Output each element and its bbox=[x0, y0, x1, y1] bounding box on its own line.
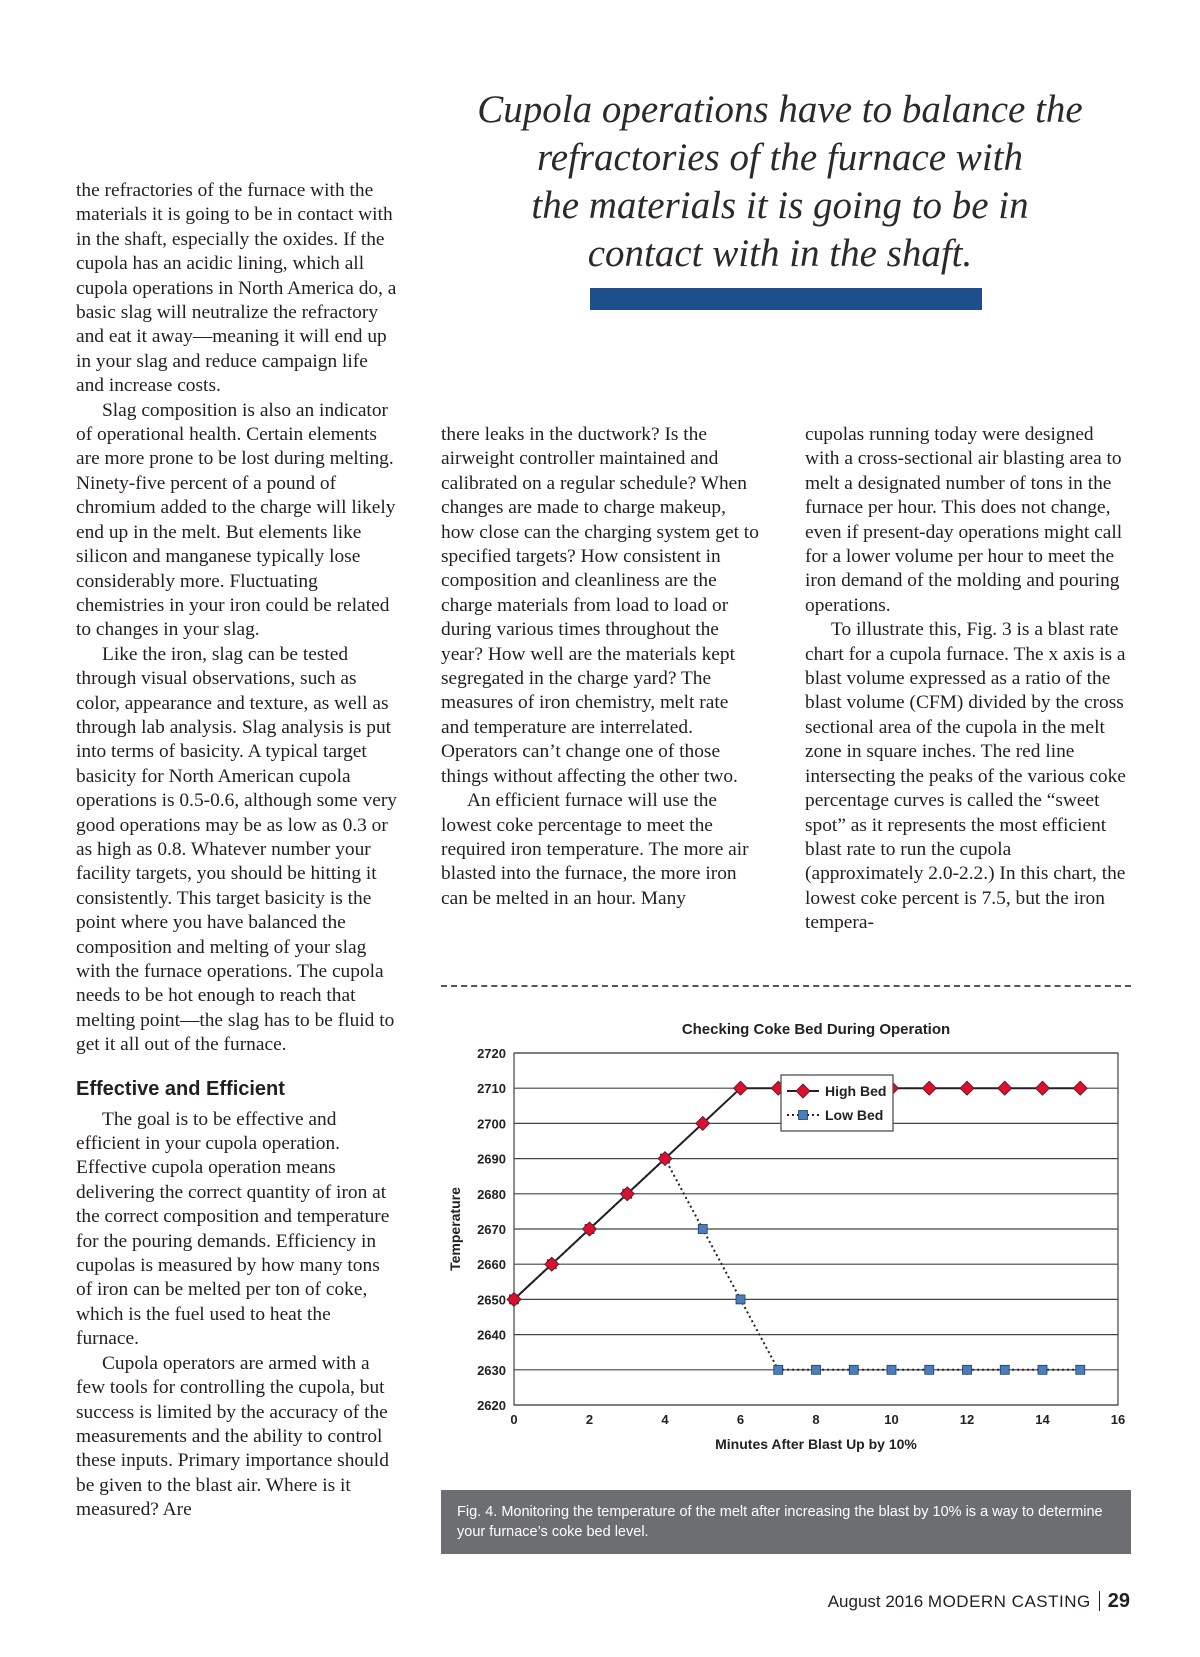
article-column-3 bbox=[805, 423, 1131, 936]
x-tick-label: 0 bbox=[510, 1412, 518, 1427]
data-point-low-bed bbox=[698, 1225, 707, 1234]
legend-label: High Bed bbox=[825, 1083, 887, 1099]
pull-quote bbox=[470, 86, 1090, 278]
y-tick-label: 2680 bbox=[477, 1186, 506, 1202]
article-column-2 bbox=[441, 423, 761, 911]
data-point-low-bed bbox=[799, 1111, 808, 1120]
y-tick-label: 2640 bbox=[477, 1327, 506, 1343]
y-tick-label: 2700 bbox=[477, 1116, 506, 1132]
y-tick-label: 2660 bbox=[477, 1257, 506, 1273]
data-point-high-bed bbox=[1036, 1081, 1050, 1095]
article-column-1 bbox=[76, 179, 398, 1523]
x-tick-label: 12 bbox=[959, 1412, 975, 1427]
chart-title: Checking Coke Bed During Operation bbox=[681, 1021, 951, 1038]
data-point-low-bed bbox=[1000, 1365, 1009, 1374]
footer-date: August 2016 bbox=[827, 1592, 924, 1611]
pull-quote-line: contact with in the shaft. bbox=[587, 232, 973, 275]
paragraph: The goal is to be effective and efficient in your cupola operation. Effective cupola operation means delivering the correct quantity of iron at the correct composition and temperature for the pouring demands. Efficiency in cupolas is measured by how many tons of iron can be melted per ton of coke, which is the fuel used to heat the furnace. bbox=[76, 1108, 390, 1350]
data-point-high-bed bbox=[1073, 1081, 1087, 1095]
data-point-low-bed bbox=[812, 1365, 821, 1374]
paragraph: the refractories of the furnace with the materials it is going to be in contact with in the shaft, especially the oxides. If the cupola has an acidic lining, which all cupola operations in North America do, a basic slag will neutralize the refractory and eat it away—meaning it will end up in your slag and reduce campaign life and increase costs. bbox=[76, 180, 397, 397]
y-tick-label: 2620 bbox=[477, 1398, 506, 1413]
data-point-low-bed bbox=[774, 1365, 783, 1374]
paragraph: Slag composition is also an indicator of operational health. Certain elements are more prone to be lost during melting. Ninety-five percent of a pound of chromium added to the charge will likely end up in the melt. But elements like silicon and manganese typically lose considerably more. Fluctuating chemistries in your iron could be related to changes in your slag. bbox=[76, 399, 396, 641]
y-tick-label: 2690 bbox=[477, 1151, 506, 1167]
data-point-low-bed bbox=[1038, 1365, 1047, 1374]
data-point-low-bed bbox=[1076, 1365, 1085, 1374]
paragraph: An efficient furnace will use the lowest coke percentage to meet the required iron temperature. The more air blasted into the furnace, the more iron can be melted in an hour. Many bbox=[441, 790, 749, 909]
y-tick-label: 2670 bbox=[477, 1222, 506, 1237]
data-point-low-bed bbox=[736, 1295, 745, 1304]
footer-magazine: MODERN CASTING bbox=[927, 1592, 1091, 1611]
paragraph: To illustrate this, Fig. 3 is a blast rate chart for a cupola furnace. The x axis is a blast volume expressed as a ratio of the blast volume (CFM) divided by the cross sectional area of the cupola in the melt zone in square inches. The red line intersecting the peaks of the various coke percentage curves is called the “sweet spot” as it represents the most efficient blast rate to run the cupola (approximately 2.0-2.2.) In this chart, the lowest coke percent is 7.5, but the iron tempera- bbox=[805, 619, 1126, 934]
data-point-low-bed bbox=[887, 1365, 896, 1374]
footer-separator bbox=[1099, 1591, 1100, 1611]
data-point-low-bed bbox=[849, 1365, 858, 1374]
paragraph: there leaks in the ductwork? Is the airweight controller maintained and calibrated on a regular schedule? When changes are made to charge makeup, how close can the charging system get to specified targets? How consistent in composition and cleanliness are the charge materials from load to load or during various times throughout the year? How well are the materials kept segregated in the charge yard? The measures of iron chemistry, melt rate and temperature are interrelated. Operators can’t change one of those things without affecting the other two. bbox=[441, 424, 759, 787]
page-number: 29 bbox=[1107, 1590, 1130, 1612]
paragraph: Cupola operators are armed with a few tools for controlling the cupola, but success is limited by the accuracy of the measurements and the ability to control these inputs. Primary importance should be given to the blast air. Where is it measured? Are bbox=[76, 1352, 389, 1521]
y-axis-label: Temperature bbox=[447, 1187, 463, 1271]
x-tick-label: 8 bbox=[812, 1412, 820, 1427]
x-tick-label: 4 bbox=[661, 1412, 669, 1427]
x-tick-label: 14 bbox=[1035, 1412, 1050, 1427]
data-point-low-bed bbox=[925, 1365, 934, 1374]
x-tick-label: 6 bbox=[736, 1412, 745, 1427]
figure-caption: Fig. 4. Monitoring the temperature of the melt after increasing the blast by 10% is a way to determine your furnace’s coke bed level. bbox=[441, 1490, 1131, 1554]
y-tick-label: 2710 bbox=[477, 1081, 506, 1097]
pull-quote-line: refractories of the furnace with bbox=[537, 136, 1023, 179]
x-tick-label: 10 bbox=[884, 1412, 899, 1427]
x-axis-label: Minutes After Blast Up by 10% bbox=[715, 1436, 917, 1452]
legend-label: Low Bed bbox=[825, 1107, 884, 1123]
pull-quote-line: Cupola operations have to balance the bbox=[477, 88, 1083, 131]
coke-bed-chart bbox=[441, 1015, 1131, 1475]
paragraph: Like the iron, slag can be tested through visual observations, such as color, appearance and texture, as well as through lab analysis. Slag analysis is put into terms of basicity. A typical target basicity for North American cupola operations is 0.5-0.6, although some very good operations may be as low as 0.3 or as high as 0.8. Whatever number your facility targets, you should be hitting it consistently. This target basicity is the point where you have balanced the composition and melting of your slag with the furnace operations. The cupola needs to be hot enough to reach that melting point—the slag has to be fluid to get it all out of the furnace. bbox=[76, 643, 397, 1056]
x-tick-label: 16 bbox=[1110, 1412, 1126, 1427]
pull-quote-line: the materials it is going to be in bbox=[531, 184, 1029, 227]
data-point-high-bed bbox=[998, 1081, 1012, 1095]
y-tick-label: 2630 bbox=[477, 1362, 506, 1378]
y-tick-label: 2650 bbox=[477, 1292, 506, 1308]
pull-quote-accent-bar bbox=[590, 288, 982, 310]
data-point-low-bed bbox=[963, 1365, 972, 1374]
page-footer bbox=[828, 1590, 1130, 1613]
data-point-high-bed bbox=[960, 1081, 974, 1095]
y-tick-label: 2720 bbox=[477, 1046, 506, 1061]
paragraph: cupolas running today were designed with a cross-sectional air blasting area to melt a designated number of tons in the furnace per hour. This does not change, even if present-day operations might call for a lower volume per hour to meet the iron demand of the molding and pouring operations. bbox=[805, 424, 1123, 616]
section-divider bbox=[441, 985, 1131, 987]
data-point-high-bed bbox=[922, 1081, 936, 1095]
section-heading: Effective and Efficient bbox=[76, 1077, 285, 1100]
x-tick-label: 2 bbox=[585, 1412, 594, 1427]
